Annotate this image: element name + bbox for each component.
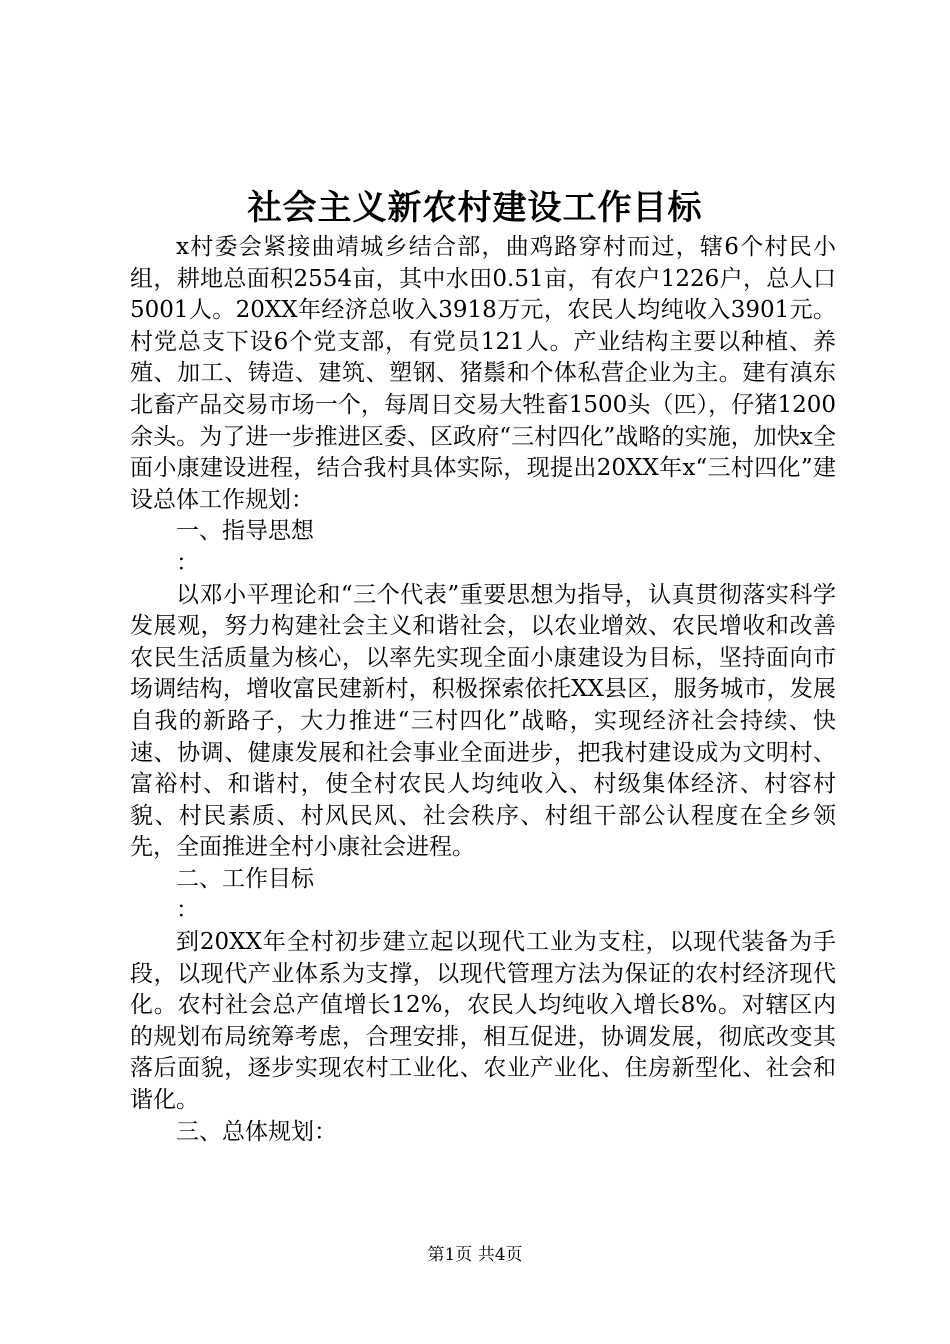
page-number-footer: 第1页 共4页 — [427, 1245, 523, 1265]
intro-paragraph: x村委会紧接曲靖城乡结合部，曲鸡路穿村而过，辖6个村民小组，耕地总面积2554亩，其中水田0.51亩，有农户1226户，总人口5001人。20XX年经济总收入3918万元，农民人均纯收入3901元。村党总支下设6个党支部，有党员121人。产业结构主要以种植、养殖、加工、铸造、建筑、塑钢、猪鬃和个体私营企业为主。建有滇东北畜产品交易市场一个，每周日交易大牲畜1500头（匹），仔猪1200余头。为了进一步推进区委、区政府“三村四化”战略的实施，加快x全面小康建设进程，结合我村具体实际，现提出20XX年x“三村四化”建设总体工作规划： — [130, 234, 836, 513]
section-colon: ： — [176, 549, 199, 576]
section-heading-work-goals: 二、工作目标 — [176, 865, 314, 892]
document-title: 社会主义新农村建设工作目标 — [247, 188, 703, 228]
work-goals-paragraph: 到20XX年全村初步建立起以现代工业为支柱，以现代装备为手段，以现代产业体系为支撑，以现代管理方法为保证的农村经济现代化。农村社会总产值增长12%，农民人均纯收入增长8%。对辖区内的规划布局统筹考虑，合理安排，相互促进，协调发展，彻底改变其落后面貌，逐步实现农村工业化、农业产业化、住房新型化、社会和谐化。 — [130, 929, 836, 1114]
guiding-ideology-paragraph: 以邓小平理论和“三个代表”重要思想为指导，认真贯彻落实科学发展观，努力构建社会主义和谐社会，以农业增效、农民增收和改善农民生活质量为核心，以率先实现全面小康建设为目标，坚持面向市场调结构，增收富民建新村，积极探索依托XX县区，服务城市，发展自我的新路子，大力推进“三村四化”战略，实现经济社会持续、快速、协调、健康发展和社会事业全面进步，把我村建设成为文明村、富裕村、和谐村，使全村农民人均纯收入、村级集体经济、村容村貌、村民素质、村风民风、社会秩序、村组干部公认程度在全乡领先，全面推进全村小康社会进程。 — [130, 581, 836, 861]
document-body — [130, 232, 836, 1148]
section-colon: ： — [176, 897, 199, 924]
section-heading-guiding-ideology: 一、指导思想 — [176, 518, 314, 545]
section-heading-overall-plan: 三、总体规划： — [176, 1118, 337, 1145]
